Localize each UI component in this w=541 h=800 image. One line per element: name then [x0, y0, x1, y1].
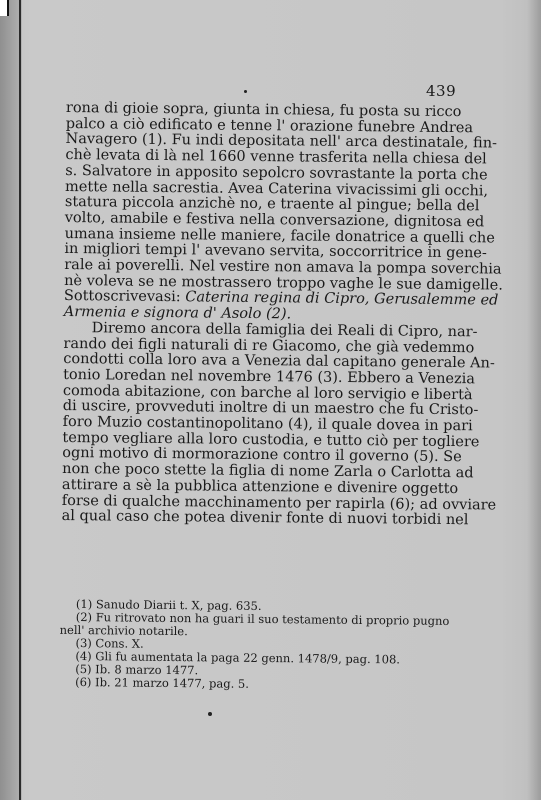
signature-intro: Sottoscrivevasi:	[63, 288, 186, 306]
book-spine-line	[19, 0, 21, 800]
footnotes	[59, 597, 456, 693]
footnote-2-continuation: nell' archivio notarile.	[59, 622, 188, 639]
footnote-6: (6) Ib. 21 marzo 1477, pag. 5.	[75, 674, 249, 691]
text-line: s. Salvatore in apposito sepolcro sovrastante la porta che	[65, 162, 488, 184]
text-line: umana insieme nelle maniere, facile donatrice a quelli che	[64, 225, 495, 247]
paragraph-2	[61, 320, 497, 529]
footnote-4: (4) Gli fu aumentata la paga 22 genn. 1478/9, pag. 108.	[75, 648, 401, 667]
text-line: al qual caso che potea divenir fonte di nuovi torbidi nel	[61, 508, 469, 529]
text-line: nè voleva se ne mostrassero troppo vaghe le sue damigelle.	[64, 272, 503, 294]
body-text	[61, 100, 503, 529]
text-line: forse di qualche macchinamento per rapirla (6); ad ovviare	[61, 492, 497, 514]
signature-italic: Caterina regina di Cipro, Gerusalemme ed	[185, 289, 499, 309]
text-line: volto, amabile e festiva nella conversazione, dignitosa ed	[64, 209, 485, 231]
text-line: foro Muzio costantinopolitano (4), il quale dovea in pari	[62, 414, 473, 435]
text-line: chè levata di là nel 1660 venne trasferita nella chiesa del	[65, 147, 487, 168]
paper-speck	[244, 90, 247, 93]
footnote-5: (5) Ib. 8 marzo 1477.	[75, 661, 199, 678]
page-number: 439	[426, 82, 457, 100]
footnote-2: (2) Fu ritrovato non ha guari il suo testamento di proprio pugno	[75, 609, 450, 628]
text-line: rale ai poverelli. Nel vestire non amava la pompa soverchia	[64, 257, 502, 278]
text-line: Navagero (1). Fu indi depositata nell' arca destinatale, fin-	[65, 131, 498, 152]
text-line: condotti colla loro ava a Venezia dal capitano generale An-	[63, 351, 495, 372]
text-line: tonio Loredan nel novembre 1476 (3). Ebbero a Venezia	[63, 366, 476, 388]
text-line: ogni motivo di mormorazione contro il governo (5). Se	[62, 445, 462, 466]
text-line: rona di gioie sopra, giunta in chiesa, fu posta su ricco	[65, 100, 462, 121]
text-line: tempo vegliare alla loro custodia, e tutto ciò per togliere	[62, 429, 480, 451]
text-line: rando dei figli naturali di re Giacomo, che già vedemmo	[63, 335, 475, 356]
page-right-shadow	[527, 0, 541, 800]
text-line: in migliori tempi l' avevano servita, soccorritrice in gene-	[64, 241, 487, 262]
text-line: Diremo ancora della famiglia dei Reali di Cipro, nar-	[91, 320, 478, 341]
footnote-1: (1) Sanudo Diarii t. X, pag. 635.	[75, 597, 262, 613]
paragraph-1	[63, 100, 503, 325]
text-line: non che poco stette la figlia di nome Zarla o Carlotta ad	[62, 461, 474, 482]
text-line: palco a ciò edificato e tenne l' orazione funebre Andrea	[65, 115, 474, 136]
text-line: mette nella sacrestia. Avea Caterina vivacissimi gli occhi,	[65, 178, 489, 199]
text-line: attirare a sè la pubblica attenzione e divenire oggetto	[61, 476, 459, 498]
text-line: comoda abitazione, con barche al loro servigio e libertà	[62, 382, 473, 403]
text-line: di uscire, provveduti inoltre di un maestro che fu Cristo-	[62, 398, 479, 419]
signature-italic-end: Armenia e signora d' Asolo (2).	[63, 304, 292, 323]
text-line: statura piccola anzichè no, e traente al pingue; bella del	[64, 194, 480, 215]
paper-speck	[208, 712, 212, 716]
footnote-3: (3) Cons. X.	[75, 635, 144, 651]
scan-corner-mark	[0, 0, 9, 16]
